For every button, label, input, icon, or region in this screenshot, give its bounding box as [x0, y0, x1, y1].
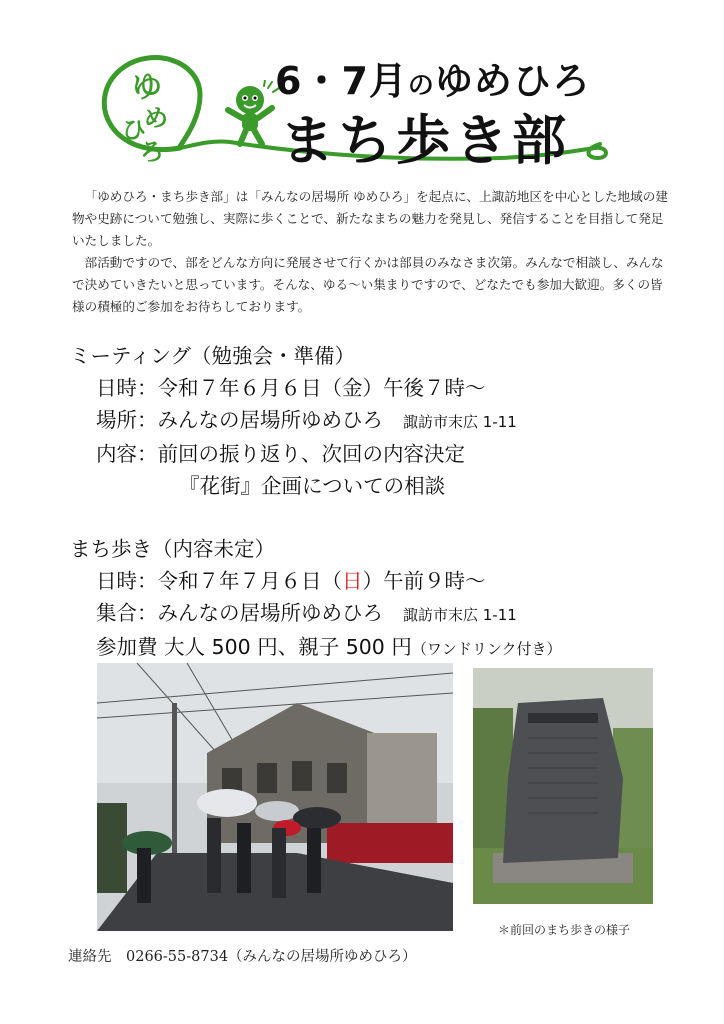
walk-section — [70, 533, 670, 665]
meeting-place-value: みんなの居場所ゆめひろ — [157, 408, 383, 432]
meeting-content-line2: 『花街』企画についての相談 — [179, 474, 446, 498]
walk-meet-label: 集合： — [96, 601, 158, 625]
intro-paragraph-1: 「ゆめひろ・まち歩き部」は「みんなの居場所 ゆめひろ」を起点に、上諏訪地区を中心とした地域の建物や史跡について勉強し、実際に歩くことで、新たなまちの魅力を発見し、発信することを目指して発足いたしました。 — [72, 189, 668, 248]
title-line1 — [275, 50, 591, 105]
meeting-section — [70, 340, 670, 502]
header-banner — [80, 40, 620, 180]
walk-fee-value: 大人 500 円、親子 500 円 — [164, 635, 412, 659]
walk-address: 諏訪市末広 1-11 — [403, 606, 517, 624]
walk-fee — [70, 631, 670, 665]
meeting-content-line1: 前回の振り返り、次回の内容決定 — [157, 442, 465, 466]
walk-heading: まち歩き（内容未定） — [70, 537, 275, 561]
intro-text — [72, 186, 672, 318]
title-line2: まち歩き部 — [280, 109, 570, 172]
walk-date — [70, 565, 670, 597]
logo-char-yu: ゆ — [132, 70, 162, 105]
meeting-content — [70, 438, 670, 470]
photo-caption: ＊前回のまち歩きの様子 — [498, 923, 631, 937]
meeting-heading: ミーティング（勉強会・準備） — [70, 344, 355, 368]
stone-monument-photo — [473, 668, 653, 904]
logo-char-me: め — [144, 104, 168, 132]
meeting-date — [70, 372, 670, 404]
contact-info: 連絡先 0266-55-8734（みんなの居場所ゆめひろ） — [68, 949, 417, 965]
meeting-content-label: 内容： — [96, 442, 158, 466]
meeting-place-label: 場所： — [96, 408, 158, 432]
meeting-place — [70, 404, 670, 438]
title-months: 6・7月 — [275, 59, 408, 103]
walk-date-sunday: 日 — [342, 569, 363, 593]
title-yumehiro: ゆめひろ — [434, 59, 591, 103]
meeting-date-value: 令和７年６月６日（金）午後７時～ — [157, 376, 486, 400]
logo-char-ro: ろ — [140, 138, 164, 166]
title-particle: の — [407, 71, 435, 101]
intro-paragraph-2: 部活動ですので、部をどんな方向に発展させて行くかは部員のみなさま次第。みんなで相談し、みんなで決めていきたいと思っています。そんな、ゆる～い集まりですので、どなたでも参加大歓迎。多くの皆様の積極的ご参加をお待ちしております。 — [72, 255, 664, 314]
meeting-address: 諏訪市末広 1-11 — [403, 413, 517, 431]
walk-date-label: 日時： — [96, 569, 158, 593]
walk-date-suffix: ）午前９時～ — [362, 569, 486, 593]
walk-meeting-point — [70, 597, 670, 631]
walk-date-prefix: 令和７年７月６日（ — [157, 569, 342, 593]
street-walk-photo — [97, 663, 453, 931]
walk-meet-value: みんなの居場所ゆめひろ — [157, 601, 383, 625]
walk-fee-note: （ワンドリンク付き） — [411, 640, 562, 658]
mascot-icon — [220, 80, 280, 150]
logo-char-hi: ひ — [122, 116, 146, 144]
walk-fee-label: 参加費 — [96, 635, 158, 659]
meeting-date-label: 日時： — [96, 376, 158, 400]
